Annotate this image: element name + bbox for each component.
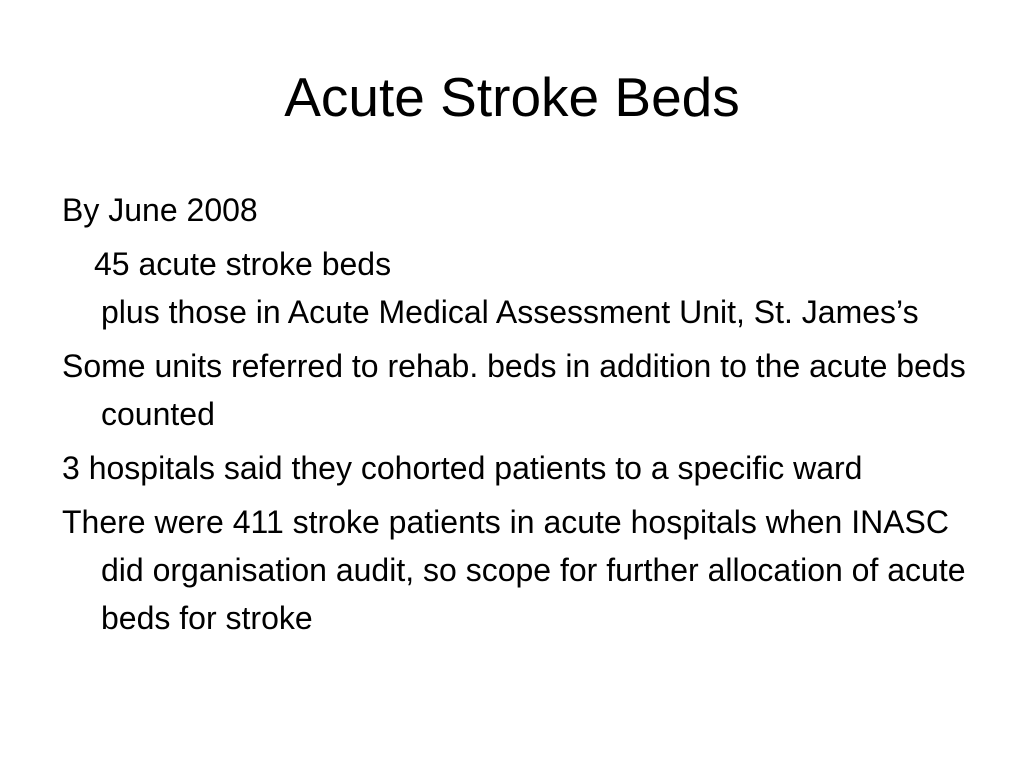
point-beds-block [62,240,982,336]
point-amau-beds: plus those in Acute Medical Assessment Unit, St. James’s [101,294,919,330]
point-cohorted-patients: 3 hospitals said they cohorted patients to a specific ward [62,450,863,486]
point-acute-stroke-beds: 45 acute stroke beds [94,246,392,282]
point-by-june-2008: By June 2008 [62,192,258,228]
slide-title: Acute Stroke Beds [284,66,740,128]
point-rehab-beds: Some units referred to rehab. beds in addition to the acute beds counted [62,348,966,432]
point-411-patients: There were 411 stroke patients in acute hospitals when INASC did organisation audit, so scope for further allocation of acute beds for stroke [62,504,966,636]
slide-body [62,186,982,648]
